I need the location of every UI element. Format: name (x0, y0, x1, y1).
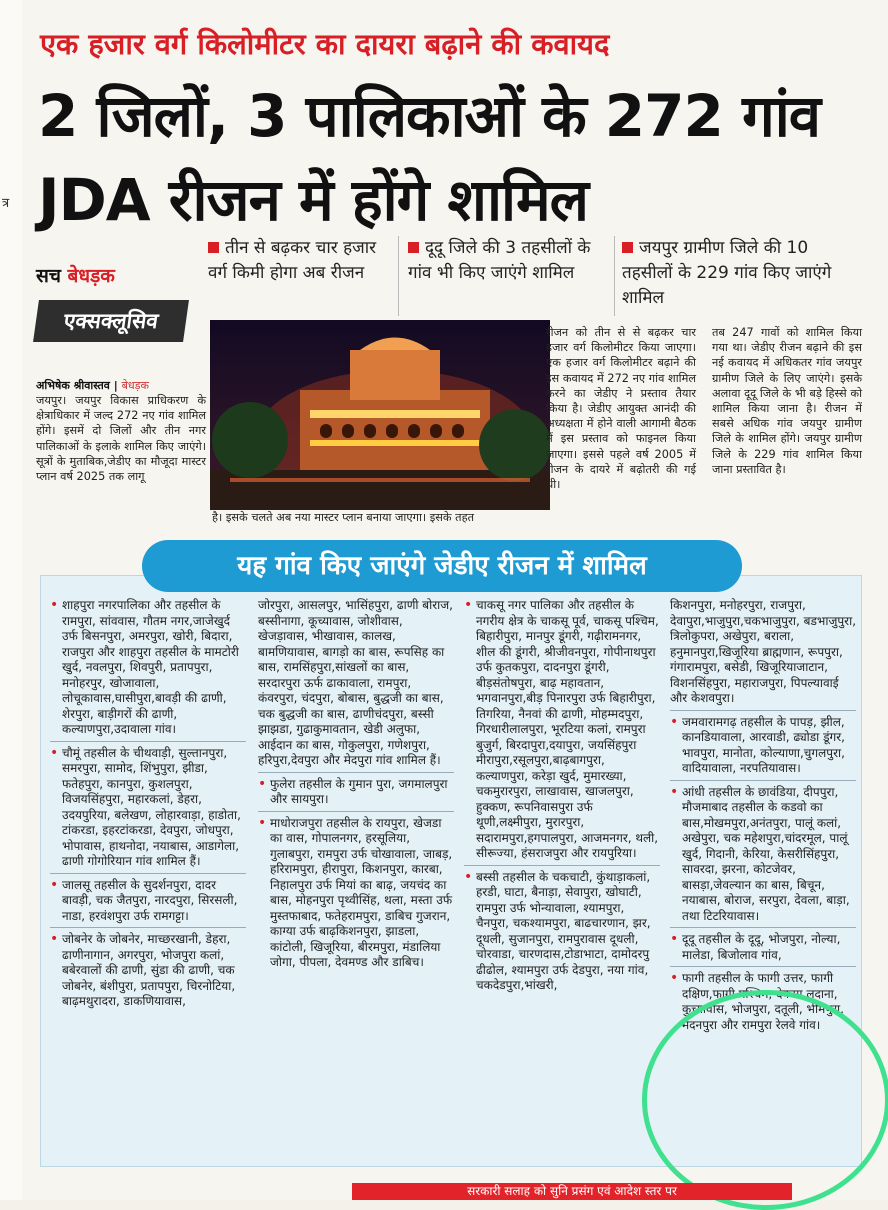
village-list-item (670, 715, 856, 777)
village-list-text: बस्सी तहसील के चकचाटी, कुंथाड़ाकलां, हरडी, घाटा, बैनाड़ा, सेवापुरा, खोघाटी, रामपुरा उर्फ भोन्यावाला, श्यामपुरा, चैनपुरा, चकश्यामपुरा, बाढचारणान, झर, दूधली, सुजानपुरा, रामपुरावास दूधली, चोरवाडा, चारणदास,टोडाभाटा, दामोदरपु ढीढोल, श्यामपुरा उर्फ देडपुरा, नया गांव, चकदेडपुरा,भांखरी, (476, 869, 651, 992)
newspaper-page (22, 0, 888, 1200)
brand-name (36, 262, 204, 288)
bullet-icon: • (50, 876, 59, 893)
list-separator (50, 927, 246, 928)
bullet-icon: • (670, 783, 679, 800)
highlight-text: तीन से बढ़कर चार हजार वर्ग किमी होगा अब रीजन (208, 238, 377, 283)
village-list-item (50, 932, 246, 1010)
village-list-item (50, 746, 246, 870)
list-separator (258, 811, 454, 812)
bullet-icon: • (50, 597, 59, 613)
village-list-item (50, 598, 246, 738)
village-list-text: चाकसू नगर पालिका और तहसील के नगरीय क्षेत्र के चाकसू पूर्व, चाकसू पश्चिम, बिहारीपुरा, मानपुर डूंगरी, गढ़ीरामनगर, शील की डूंगरी, श्रीजीवनपुरा, गोपीनाथपुरा उर्फ कुतकपुरा, दादनपुरा डूंगरी, बीड़संतोषपुरा, बाढ़ महावतान, भगवानपुरा,बीड़ पिनारपुरा उर्फ बिहारीपुरा, तिगरिया, नैनवां की ढाणी, मोहम्मदपुरा, गिरधारीलालपुरा, भूरटिया कलां, रामपुरा बुजुर्ग, बिरदापुरा,दयापुरा, जयसिंहपुरा मीरापुरा,रसूलपुरा,बाढ़बागपुरा, कल्याणपुरा, करेड़ा खुर्द, मुमारख्या, चकमुरारपुरा, लाखावास, खाजलपुरा, हुक्कण, रूपनिवासपुरा उर्फ थूणी,लक्ष्मीपुरा, मुरारपुरा, सदारामपुरा,हगपालपुरा, आजमनगर, थली, सीरूज्या, हंसराजपुरा और रायपुरिया। (476, 598, 659, 860)
divider (614, 236, 615, 316)
main-headline: 2 जिलों, 3 पालिकाओं के 272 गांव JDA रीजन में होंगे शामिल (38, 82, 820, 234)
kicker-headline: एक हजार वर्ग किलोमीटर का दायरा बढ़ाने की कवायद (40, 27, 610, 61)
bullet-icon: • (258, 775, 267, 792)
village-list-item (670, 785, 856, 925)
brand-sach: सच (36, 265, 61, 287)
village-column-1 (50, 598, 246, 1012)
left-margin-strip (0, 0, 23, 1200)
bullet-icon: • (670, 931, 679, 947)
village-list-text: चौमूं तहसील के चीथवाड़ी, सुल्तानपुरा, समरपुरा, सामोद, शिंभुपुरा, झीडा, फतेहपुरा, कानपुरा, कुशलपुरा, विजयसिंहपुरा, महारकलां, डेहरा, उदयपुरिया, बलेखण, लोहारवाड़ा, हाडोता, टांकरडा, इहरटांकरडा, देवपुरा, जोधपुरा, भोपावास, हाथनोदा, नयाबास, आडागेला, ढाणी गोगोरियान गांव शामिल हैं। (62, 745, 241, 868)
article-col-3: रीजन को तीन से से बढ़कर चार हजार वर्ग किलोमीटर किया जाएगा। एक हजार वर्ग किलोमीटर बढ़ाने की इस कवायद में 272 नए गांव शामिल करने का जेडीए ने प्रस्ताव तैयार किया है। जेडीए आयुक्त आनंदी की अध्यक्षता में होने वाली आगामी बैठक में इस प्रस्ताव को फाइनल किया जाएगा। इससे पहले वर्ष 2005 में रीजन के दायरे में बढ़ोतरी की गई थी। (546, 326, 696, 492)
square-bullet-icon (408, 242, 419, 253)
bullet-icon: • (258, 814, 267, 831)
village-list-text: फागी तहसील के फागी उत्तर, फागी दक्षिण,फागी पश्चिम, देवनग लदाना, कुच्यावास, भोजपुरा, दतूली, भीमपुरा, मदनपुरा और रामपुरा रेलवे गांव। (682, 971, 844, 1032)
exclusive-badge: एक्सक्लूसिव (33, 300, 189, 342)
article-under-photo: है। इसके चलते अब नया मास्टर प्लान बनाया जाएगा। इसके तहत (212, 511, 475, 524)
margin-glyph: त्र (2, 196, 10, 211)
list-separator (50, 741, 246, 742)
list-separator (670, 710, 856, 711)
list-separator (50, 873, 246, 874)
author-org: बेधड़क (121, 379, 149, 392)
village-list-text: शाहपुरा नगरपालिका और तहसील के रामपुरा, सांववास, गौतम नगर,जाजेखुर्द उर्फ बिसनपुरा, अमरपुरा, खोरी, बिदारा, राजपुरा और शाहपुरा तहसील के मामटोरी खुर्द, नवलपुरा, शिवपुरी, प्रतापपुरा, मनोहरपुर, खोजावाला, लोचूकावास,घासीपुरा,बावड़ी की ढाणी, शेरपुरा, बाड़ीगरों की ढाणी, कल्याणपुरा,उदावाला गांव। (62, 598, 239, 736)
village-list-item (258, 598, 454, 769)
village-list-text: आंधी तहसील के छावंडिया, दीपपुरा, मौजमाबाद तहसील के कडवो का बास,मोखमपुरा,अनंतपुरा, पालूं कलां, अखेपुरा, चक महेशपुरा,चांदरमूल, पालूं खुर्द, गिदानी, केरिया, केसरीसिंहपुरा, सावरदा, झरना, कोटजेवर, बासड़ा,जेवल्यान का बास, बिचून, नयाबास, बोराज, सरपुरा, देवला, बाड़ा, तथा टिटरियावास। (682, 784, 850, 923)
list-separator (464, 865, 660, 866)
list-separator (670, 966, 856, 967)
bullet-icon: • (670, 970, 679, 986)
article-col-1: जयपुर। जयपुर विकास प्राधिकरण के क्षेत्राधिकार में जल्द 272 नए गांव शामिल होंगे। इसमें दो जिलों और तीन नगर पालिकाओं के इलाके शामिल किए जाएंगे। सूत्रों के मुताबिक,जेडीए का मौजूदा मास्टर प्लान वर्ष 2025 तक लागू (36, 394, 206, 484)
list-separator (670, 780, 856, 781)
village-list-item (258, 816, 454, 971)
divider (398, 236, 399, 316)
highlight-3 (622, 236, 862, 311)
village-list-item (258, 777, 454, 808)
highlight-1 (208, 236, 388, 286)
highlight-circle-annotation (642, 990, 888, 1210)
byline: अभिषेक श्रीवास्तव | बेधड़क (36, 379, 149, 392)
bullet-icon: • (50, 744, 59, 761)
bullet-icon: • (464, 868, 473, 885)
highlight-text: जयपुर ग्रामीण जिले की 10 तहसीलों के 229 गांव किए जाएंगे शामिल (622, 238, 832, 308)
village-list-item (670, 932, 856, 963)
village-column-3 (464, 598, 660, 996)
illuminated-building-illustration (210, 320, 550, 510)
square-bullet-icon (622, 242, 633, 253)
list-separator (258, 772, 454, 773)
village-list-text: फुलेरा तहसील के गुमान पुरा, जगमालपुरा और सायपुरा। (270, 776, 448, 806)
village-list-text: माधोराजपुरा तहसील के रायपुरा, खेजडा का वास, गोपालनगर, हरसूलिया, गुलाबपुरा, रामपुरा उर्फ चोखावाला, जाबड़, हरिरामपुरा, हीरापुरा, किशनपुरा, कारबा, निहालपुरा उर्फ मियां का बाढ़, जयचंद का बास, मोहनपुरा पृथ्वीसिंह, थला, मस्ता उर्फ मुस्तफाबाद, फतेहरामपुरा, डाबिच गुजरान, काग्या उर्फ बाढ़किशनपुरा, झाडला, कांटोली, खिजूरिया, बीरमपुरा, मंडालिया जोगा, पीपला, देवमण्ड और डाबिच। (270, 815, 453, 969)
village-list-text: जोरपुरा, आसलपुर, भासिंहपुरा, ढाणी बोराज, बस्सीनागा, कूच्यावास, जोशीवास, खेजड़ावास, भीखावास, कालख, बामणियावास, बागड़ो का बास, रूपसिह का बास, रामसिंहपुरा,सांखलों का बास, सरदारपुरा ऊर्फ ढाकावाला, रामपुरा, कंवरपुरा, चंदपुरा, बोबास, बुद्धजी का बास, चक बुद्धजी का बास, ढाणीचंदपुरा, बस्सी झाझडा, गुढाकुमावतान, खेडी अलुफा, आईदान का बास, गोकुलपुरा, गणेशपुरा, हरिपुरा,देवपुरा और मेदपुरा गांव शामिल हैं। (258, 598, 454, 767)
author-name: अभिषेक श्रीवास्तव (36, 379, 110, 392)
village-list-text: किशनपुरा, मनोहरपुरा, राजपुरा, देवापुरा,भाजुपुरा,चकभाजुपुरा, बडभाजुपुरा, त्रिलोकुपरा, अखेपुरा, बराला, हनुमानपुरा,खिजूरिया ब्राह्मणान, रूपपुरा, गंगारामपुरा, बसेडी, खिजूरियाजाटान, विशनसिंहपुरा, महाराजपुरा, पिपल्यावाई और केशवपुरा। (670, 598, 857, 705)
village-list-text: दूदू तहसील के दूदू, भोजपुरा, नोल्या, मालेडा, बिजोलाव गांव, (682, 932, 841, 962)
highlight-text: दूदू जिले की 3 तहसीलों के गांव भी किए जाएंगे शामिल (408, 238, 591, 283)
square-bullet-icon (208, 242, 219, 253)
village-list-item (670, 598, 856, 707)
bullet-icon: • (464, 597, 473, 613)
list-separator (670, 927, 856, 928)
village-list-text: जोबनेर के जोबनेर, माच्छरखानी, डेहरा, ढाणीनागान, अगरपुरा, भोजपुरा कलां, बबेरवालों की ढाणी, सुंडा की ढाणी, चक जोबनेर, बंशीपुरा, प्रतापपुरा, चिरनोटिया, बाढ़मथुरादरा, डाकणियावास, (62, 932, 236, 1008)
village-banner: यह गांव किए जाएंगे जेडीए रीजन में शामिल (142, 540, 742, 592)
article-col-4: तब 247 गावों को शामिल किया गया था। जेडीए रीजन बढ़ाने की इस नई कवायद में अधिकतर गांव जयपुर ग्रामीण जिले के लिए जाएंगे। इसके अलावा दूदू जिले के भी बड़े हिस्से को शामिल किया जाना है। रीजन में सबसे अधिक गांव जयपुर ग्रामीण जिले के शामिल होंगे। जयपुर ग्रामीण जिले के 229 गांव शामिल किया जाना प्रस्तावित है। (712, 326, 862, 476)
village-list-text: जमवारामगढ़ तहसील के पापड़, झील, कानडियावाला, आरवाडी, ढ्योडा डूंगर, भावपुरा, मानोता, कोल्याणा,चुगलपुरा, वादियावाला, नरपतियावास। (682, 714, 845, 775)
village-column-2 (258, 598, 454, 973)
village-list-item (464, 598, 660, 862)
village-list-item (50, 878, 246, 925)
village-list-text: जालसू तहसील के सुदर्शनपुरा, दादर बावड़ी, चक जैतपुरा, नारदपुरा, सिरसली, नाडा, हरवंशपुरा उर्फ रामगट्टा। (62, 877, 238, 923)
brand-block (36, 262, 204, 342)
highlight-2 (408, 236, 604, 286)
village-column-4 (670, 598, 856, 1035)
village-list-item (464, 870, 660, 994)
bullet-icon: • (50, 931, 59, 947)
brand-bedhadak: बेधड़क (67, 265, 115, 287)
bottom-red-strip: सरकारी सलाह को सुनि प्रसंग एवं आदेश स्तर पर (352, 1183, 792, 1200)
jda-building-photo (210, 320, 550, 510)
bullet-icon: • (670, 713, 679, 730)
